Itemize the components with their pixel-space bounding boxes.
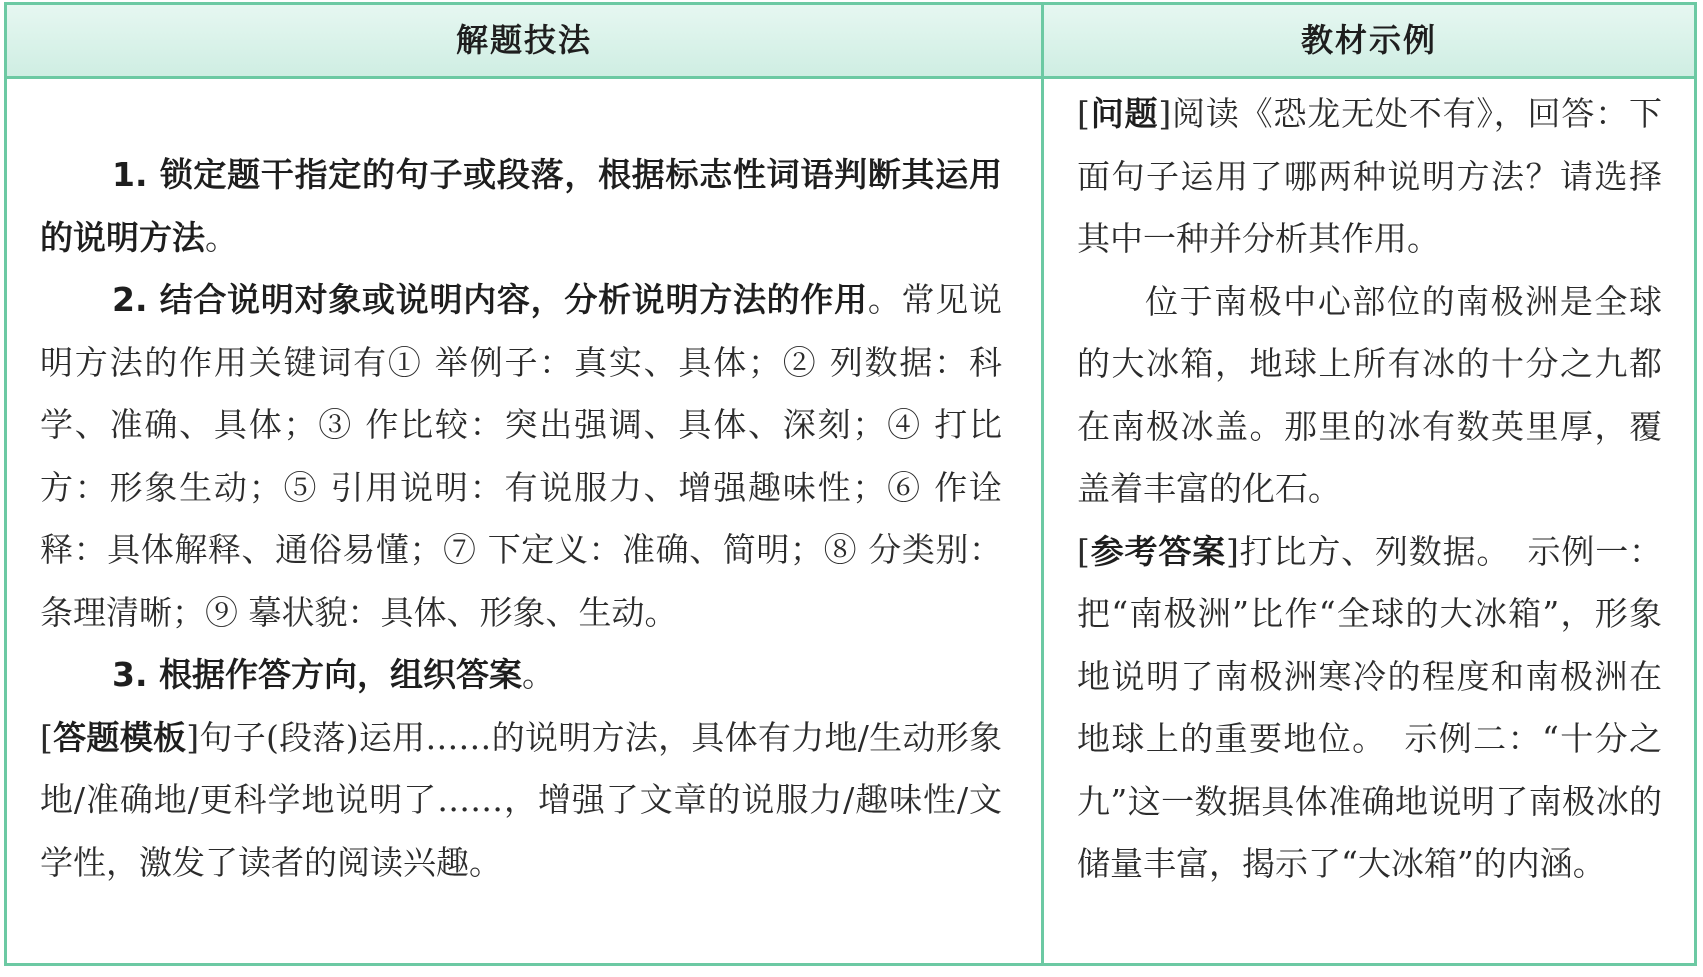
table-header bbox=[7, 5, 1694, 79]
question-text: 阅读《恐龙无处不有》，回答：下面句子运用了哪两种说明方法？请选择其中一种并分析其作用。 bbox=[1077, 94, 1663, 258]
reference-answer: [参考答案]打比方、列数据。 示例一：把“南极洲”比作“全球的大冰箱”，形象地说明了南极洲寒冷的程度和南极洲在地球上的重要地位。 示例二：“十分之九”这一数据具体准确地说明了南极冰的储量丰富，揭示了“大冰箱”的内涵。 bbox=[1077, 531, 1663, 883]
quoted-passage: 位于南极中心部位的南极洲是全球的大冰箱，地球上所有冰的十分之九都在南极冰盖。那里的冰有数英里厚，覆盖着丰富的化石。 bbox=[1077, 281, 1662, 508]
answer-text: 打比方、列数据。 示例一：把“南极洲”比作“全球的大冰箱”，形象地说明了南极洲寒冷的程度和南极洲在地球上的重要地位。 示例二：“十分之九”这一数据具体准确地说明了南极冰的储量丰富，揭示了“大冰箱”的内涵。 bbox=[1077, 531, 1663, 883]
question: [问题]阅读《恐龙无处不有》，回答：下面句子运用了哪两种说明方法？请选择其中一种并分析其作用。 bbox=[1077, 94, 1663, 258]
header-left-title: 解题技法 bbox=[455, 21, 592, 59]
answer-template: [答题模板]句子(段落)运用……的说明方法，具体有力地/生动形象地/准确地/更科学地说明了……，增强了文章的说服力/趣味性/文学性，激发了读者的阅读兴趣。 bbox=[40, 717, 1003, 882]
step-1-bold: 1. 锁定题干指定的句子或段落，根据标志性词语判断其运用的说明方法 bbox=[40, 155, 1002, 257]
template-tag: 答题模板 bbox=[52, 717, 187, 757]
step-2 bbox=[40, 269, 1002, 644]
step-3 bbox=[40, 644, 1002, 707]
technique-column bbox=[40, 144, 1002, 894]
answer-tag: 参考答案 bbox=[1089, 531, 1226, 571]
step-3-tail: 。 bbox=[522, 655, 555, 694]
step-2-tail: 。常见说明方法的作用关键词有① 举例子：真实、具体；② 列数据：科学、准确、具体；③ 作比较：突出强调、具体、深刻；④ 打比方：形象生动；⑤ 引用说明：有说服力、增强趣味性；⑥ 作诠释：具体解释、通俗易懂；⑦ 下定义：准确、简明；⑧ 分类别：条理清晰；⑨ 摹状貌：具体、形象、生动。 bbox=[40, 280, 1002, 632]
question-tag: 问题 bbox=[1089, 94, 1159, 133]
column-divider bbox=[1041, 5, 1044, 963]
step-3-bold: 3. 根据作答方向，组织答案 bbox=[112, 655, 522, 694]
step-2-bold: 2. 结合说明对象或说明内容，分析说明方法的作用 bbox=[112, 280, 868, 319]
header-right-title: 教材示例 bbox=[1300, 21, 1437, 59]
example-column bbox=[1077, 83, 1662, 896]
template-text: 句子(段落)运用……的说明方法，具体有力地/生动形象地/准确地/更科学地说明了……，增强了文章的说服力/趣味性/文学性，激发了读者的阅读兴趣。 bbox=[40, 717, 1003, 882]
step-1 bbox=[40, 144, 1002, 269]
step-1-tail: 。 bbox=[205, 217, 238, 257]
